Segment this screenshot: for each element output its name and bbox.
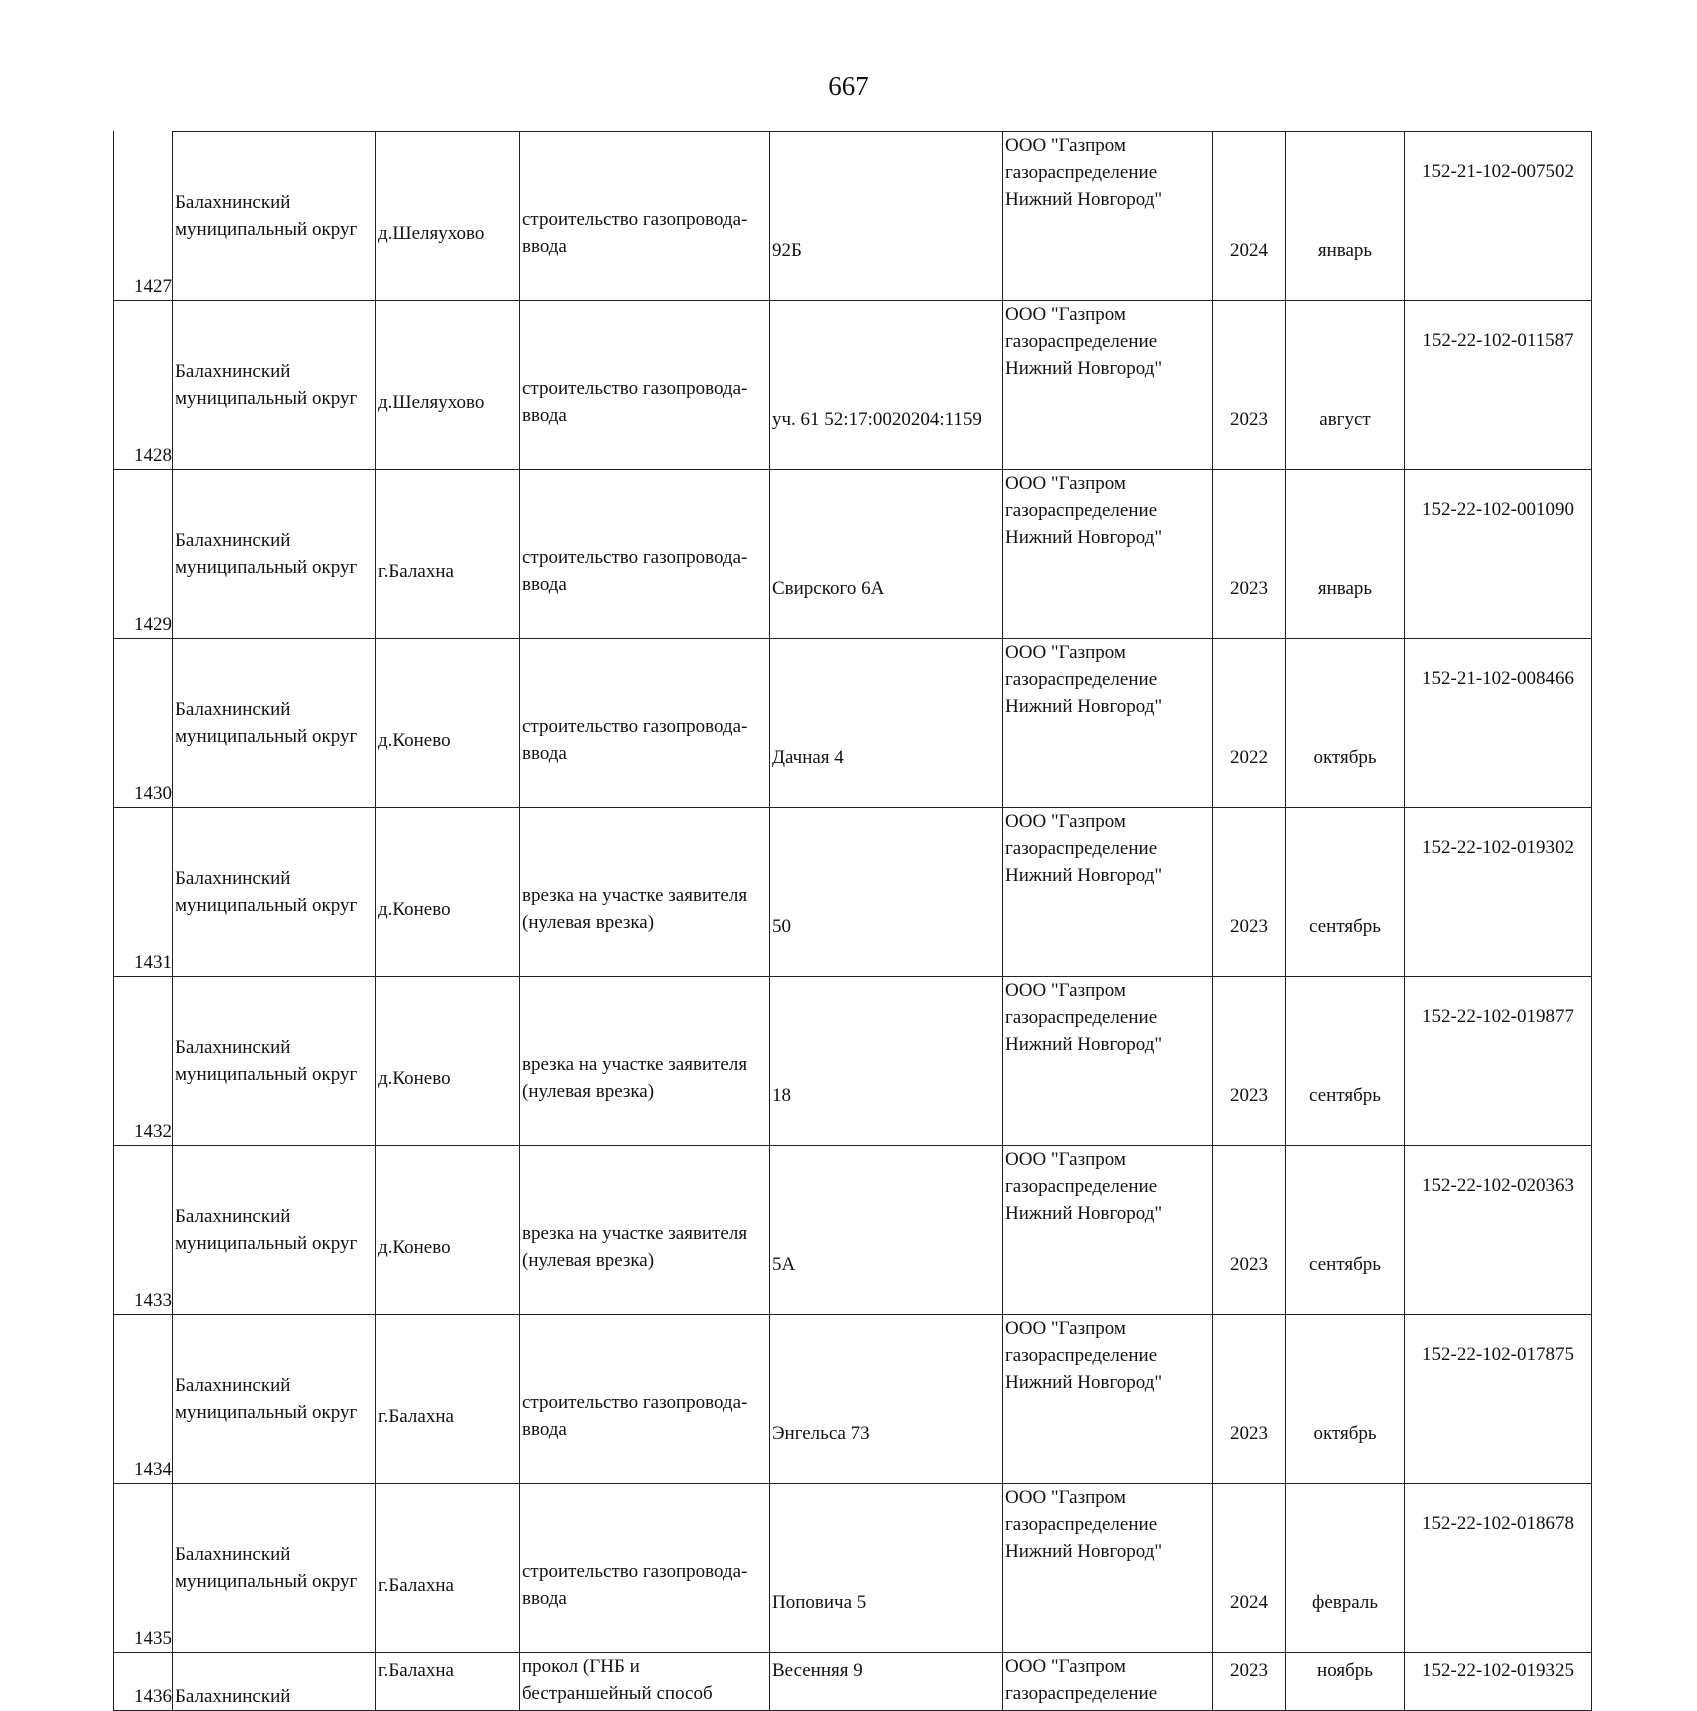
work-type-cell-line: прокол (ГНБ и [522, 1656, 640, 1677]
application-code-cell: 152-21-102-008466 [1405, 639, 1592, 808]
municipality-cell-line: Балахнинский [175, 868, 291, 889]
organization-cell-line: ООО "Газпром [1005, 980, 1126, 1001]
municipality-cell-line: муниципальный округ [175, 726, 358, 747]
table-row [114, 1484, 1592, 1653]
work-type-cell [520, 1315, 770, 1484]
municipality-cell [173, 639, 376, 808]
row-number: 1433 [114, 1146, 173, 1315]
organization-cell-line: Нижний Новгород" [1005, 1203, 1163, 1224]
municipality-cell [173, 1315, 376, 1484]
table-row [114, 301, 1592, 470]
organization-cell-line: ООО "Газпром [1005, 1318, 1126, 1339]
work-type-cell-line: строительство газопровода- [522, 1561, 748, 1582]
settlement-cell: д.Конево [376, 1146, 520, 1315]
settlement-cell: д.Конево [376, 639, 520, 808]
organization-cell-line: газораспределение [1005, 162, 1158, 183]
municipality-cell-line: Балахнинский [175, 699, 291, 720]
month-cell: январь [1286, 470, 1405, 639]
organization-cell [1003, 639, 1213, 808]
organization-cell-line: Нижний Новгород" [1005, 1034, 1163, 1055]
organization-cell-line: газораспределение [1005, 838, 1158, 859]
month-cell: август [1286, 301, 1405, 470]
work-type-cell-line: ввода [522, 743, 567, 764]
organization-cell-line: ООО "Газпром [1005, 1487, 1126, 1508]
settlement-cell: г.Балахна [376, 1315, 520, 1484]
municipality-cell-line: муниципальный округ [175, 895, 358, 916]
address-cell: Весенняя 9 [770, 1653, 1003, 1711]
work-type-cell-line: (нулевая врезка) [522, 1250, 655, 1271]
year-cell: 2023 [1213, 977, 1286, 1146]
work-type-cell-line: ввода [522, 1588, 567, 1609]
work-type-cell-line: (нулевая врезка) [522, 912, 655, 933]
application-code-cell: 152-22-102-019302 [1405, 808, 1592, 977]
row-number: 1434 [114, 1315, 173, 1484]
table-row [114, 1653, 1592, 1711]
year-cell: 2024 [1213, 132, 1286, 301]
municipality-cell-line: муниципальный округ [175, 557, 358, 578]
work-type-cell-line: строительство газопровода- [522, 209, 748, 230]
municipality-cell-line: муниципальный округ [175, 388, 358, 409]
work-type-cell [520, 1653, 770, 1711]
organization-cell [1003, 1653, 1213, 1711]
settlement-cell: д.Конево [376, 977, 520, 1146]
year-cell: 2023 [1213, 1653, 1286, 1711]
year-cell: 2023 [1213, 1315, 1286, 1484]
work-type-cell [520, 639, 770, 808]
row-number: 1429 [114, 470, 173, 639]
municipality-cell [173, 1146, 376, 1315]
work-type-cell [520, 1146, 770, 1315]
work-type-cell-line: врезка на участке заявителя [522, 1054, 748, 1075]
municipality-cell [173, 301, 376, 470]
organization-cell [1003, 1146, 1213, 1315]
organization-cell-line: ООО "Газпром [1005, 1656, 1126, 1677]
table-row [114, 1146, 1592, 1315]
application-code-cell: 152-22-102-011587 [1405, 301, 1592, 470]
municipality-cell-line: Балахнинский [175, 1375, 291, 1396]
settlement-cell: г.Балахна [376, 470, 520, 639]
settlement-cell: д.Шеляухово [376, 301, 520, 470]
organization-cell-line: ООО "Газпром [1005, 135, 1126, 156]
organization-cell-line: газораспределение [1005, 669, 1158, 690]
application-code-cell: 152-22-102-018678 [1405, 1484, 1592, 1653]
municipality-cell-line: Балахнинский [175, 1206, 291, 1227]
application-code-cell: 152-22-102-020363 [1405, 1146, 1592, 1315]
municipality-cell [173, 977, 376, 1146]
application-code-cell: 152-22-102-001090 [1405, 470, 1592, 639]
organization-cell-line: ООО "Газпром [1005, 811, 1126, 832]
municipality-cell [173, 470, 376, 639]
organization-cell-line: Нижний Новгород" [1005, 527, 1163, 548]
organization-cell [1003, 808, 1213, 977]
settlement-cell: д.Конево [376, 808, 520, 977]
organization-cell-line: Нижний Новгород" [1005, 696, 1163, 717]
organization-cell-line: газораспределение [1005, 331, 1158, 352]
organization-cell [1003, 132, 1213, 301]
municipality-cell-line: Балахнинский [175, 361, 291, 382]
work-type-cell-line: ввода [522, 236, 567, 257]
month-cell: сентябрь [1286, 808, 1405, 977]
table-body [114, 132, 1592, 1711]
month-cell: ноябрь [1286, 1653, 1405, 1711]
table-row [114, 977, 1592, 1146]
month-cell: сентябрь [1286, 1146, 1405, 1315]
work-type-cell-line: (нулевая врезка) [522, 1081, 655, 1102]
table-row [114, 639, 1592, 808]
year-cell: 2024 [1213, 1484, 1286, 1653]
organization-cell-line: Нижний Новгород" [1005, 865, 1163, 886]
organization-cell-line: Нижний Новгород" [1005, 358, 1163, 379]
table-row [114, 132, 1592, 301]
work-type-cell [520, 1484, 770, 1653]
organization-cell-line: ООО "Газпром [1005, 304, 1126, 325]
year-cell: 2022 [1213, 639, 1286, 808]
row-number: 1436 [114, 1653, 173, 1711]
work-type-cell [520, 808, 770, 977]
row-number: 1435 [114, 1484, 173, 1653]
settlement-cell: д.Шеляухово [376, 132, 520, 301]
work-type-cell-line: строительство газопровода- [522, 1392, 748, 1413]
organization-cell-line: газораспределение [1005, 1345, 1158, 1366]
work-type-cell-line: строительство газопровода- [522, 716, 748, 737]
work-type-cell-line: врезка на участке заявителя [522, 885, 748, 906]
municipality-cell [173, 808, 376, 977]
work-type-cell [520, 132, 770, 301]
municipality-cell-line: Балахнинский [175, 1037, 291, 1058]
work-type-cell [520, 470, 770, 639]
work-type-cell-line: строительство газопровода- [522, 378, 748, 399]
row-number: 1430 [114, 639, 173, 808]
gas-connection-registry-table [113, 131, 1592, 1711]
work-type-cell [520, 977, 770, 1146]
work-type-cell-line: бестраншейный способ [522, 1683, 713, 1704]
organization-cell [1003, 470, 1213, 639]
organization-cell-line: газораспределение [1005, 500, 1158, 521]
work-type-cell-line: врезка на участке заявителя [522, 1223, 748, 1244]
municipality-cell [173, 132, 376, 301]
organization-cell-line: газораспределение [1005, 1176, 1158, 1197]
row-number: 1428 [114, 301, 173, 470]
table-row [114, 470, 1592, 639]
address-cell: 50 [770, 808, 1003, 977]
work-type-cell-line: строительство газопровода- [522, 547, 748, 568]
month-cell: февраль [1286, 1484, 1405, 1653]
municipality-cell: Балахнинский [173, 1653, 376, 1711]
application-code-cell: 152-22-102-019877 [1405, 977, 1592, 1146]
address-cell: уч. 61 52:17:0020204:1159 [770, 301, 1003, 470]
table-row [114, 808, 1592, 977]
organization-cell-line: ООО "Газпром [1005, 1149, 1126, 1170]
organization-cell [1003, 977, 1213, 1146]
year-cell: 2023 [1213, 1146, 1286, 1315]
municipality-cell-line: Балахнинский [175, 192, 291, 213]
settlement-cell: г.Балахна [376, 1484, 520, 1653]
municipality-cell-line: Балахнинский [175, 530, 291, 551]
address-cell: 18 [770, 977, 1003, 1146]
month-cell: октябрь [1286, 639, 1405, 808]
municipality-cell-line: муниципальный округ [175, 1402, 358, 1423]
address-cell: Свирского 6А [770, 470, 1003, 639]
month-cell: сентябрь [1286, 977, 1405, 1146]
year-cell: 2023 [1213, 301, 1286, 470]
year-cell: 2023 [1213, 470, 1286, 639]
table-row [114, 1315, 1592, 1484]
organization-cell-line: Нижний Новгород" [1005, 1372, 1163, 1393]
municipality-cell [173, 1484, 376, 1653]
row-number: 1427 [114, 132, 173, 301]
settlement-cell: г.Балахна [376, 1653, 520, 1711]
municipality-cell-line: муниципальный округ [175, 1064, 358, 1085]
organization-cell-line: Нижний Новгород" [1005, 1541, 1163, 1562]
address-cell: Энгельса 73 [770, 1315, 1003, 1484]
organization-cell [1003, 1484, 1213, 1653]
organization-cell-line: газораспределение [1005, 1514, 1158, 1535]
row-number: 1432 [114, 977, 173, 1146]
page-number: 667 [828, 71, 869, 101]
address-cell: 92Б [770, 132, 1003, 301]
municipality-cell-line: Балахнинский [175, 1544, 291, 1565]
month-cell: октябрь [1286, 1315, 1405, 1484]
month-cell: январь [1286, 132, 1405, 301]
address-cell: Дачная 4 [770, 639, 1003, 808]
work-type-cell-line: ввода [522, 405, 567, 426]
address-cell: 5А [770, 1146, 1003, 1315]
organization-cell-line: газораспределение [1005, 1007, 1158, 1028]
work-type-cell-line: ввода [522, 1419, 567, 1440]
organization-cell-line: ООО "Газпром [1005, 473, 1126, 494]
organization-cell-line: Нижний Новгород" [1005, 189, 1163, 210]
work-type-cell-line: ввода [522, 574, 567, 595]
application-code-cell: 152-22-102-019325 [1405, 1653, 1592, 1711]
row-number: 1431 [114, 808, 173, 977]
organization-cell [1003, 301, 1213, 470]
municipality-cell-line: муниципальный округ [175, 1571, 358, 1592]
application-code-cell: 152-21-102-007502 [1405, 132, 1592, 301]
application-code-cell: 152-22-102-017875 [1405, 1315, 1592, 1484]
work-type-cell [520, 301, 770, 470]
organization-cell-line: ООО "Газпром [1005, 642, 1126, 663]
address-cell: Поповича 5 [770, 1484, 1003, 1653]
municipality-cell-line: муниципальный округ [175, 219, 358, 240]
year-cell: 2023 [1213, 808, 1286, 977]
organization-cell-line: газораспределение [1005, 1683, 1158, 1704]
organization-cell [1003, 1315, 1213, 1484]
municipality-cell-line: муниципальный округ [175, 1233, 358, 1254]
